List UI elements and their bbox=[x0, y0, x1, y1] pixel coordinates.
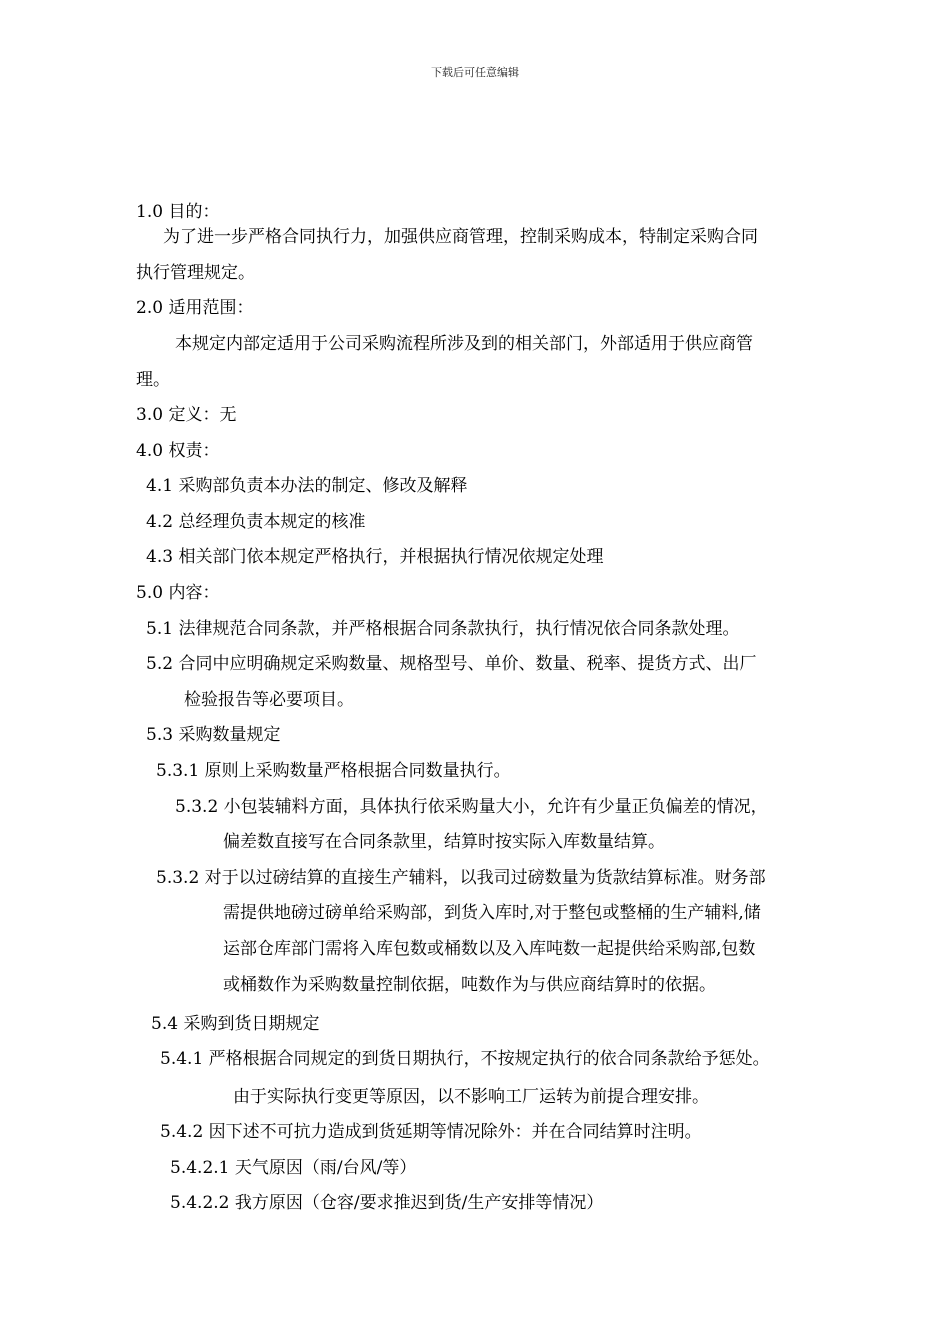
section-4-heading: 4.0 权责： bbox=[136, 441, 220, 461]
page-header-note: 下载后可任意编辑 bbox=[431, 66, 519, 79]
clause-4-3: 4.3 相关部门依本规定严格执行，并根据执行情况依规定处理 bbox=[146, 547, 604, 567]
section-1-body-line-2: 执行管理规定。 bbox=[136, 263, 255, 283]
clause-5-1: 5.1 法律规范合同条款，并严格根据合同条款执行，执行情况依合同条款处理。 bbox=[146, 619, 740, 639]
clause-5-4-1-line-1: 5.4.1 严格根据合同规定的到货日期执行，不按规定执行的依合同条款给予惩处。 bbox=[160, 1049, 770, 1069]
clause-5-3-2b-line-3: 运部仓库部门需将入库包数或桶数以及入库吨数一起提供给采购部,包数 bbox=[223, 939, 756, 959]
clause-5-2-line-1: 5.2 合同中应明确规定采购数量、规格型号、单价、数量、税率、提货方式、出厂 bbox=[146, 654, 757, 674]
section-3-heading: 3.0 定义：无 bbox=[136, 405, 237, 425]
clause-4-1: 4.1 采购部负责本办法的制定、修改及解释 bbox=[146, 476, 468, 496]
clause-5-4-2-1: 5.4.2.1 天气原因（雨/台风/等） bbox=[170, 1158, 417, 1178]
clause-5-2-line-2: 检验报告等必要项目。 bbox=[184, 690, 354, 710]
section-1-heading: 1.0 目的： bbox=[136, 202, 220, 222]
clause-5-4-heading: 5.4 采购到货日期规定 bbox=[151, 1014, 320, 1034]
clause-5-4-2-2: 5.4.2.2 我方原因（仓容/要求推迟到货/生产安排等情况） bbox=[170, 1193, 604, 1213]
clause-5-4-1-line-2: 由于实际执行变更等原因，以不影响工厂运转为前提合理安排。 bbox=[233, 1087, 709, 1107]
clause-5-3-2b-line-4: 或桶数作为采购数量控制依据，吨数作为与供应商结算时的依据。 bbox=[223, 975, 716, 995]
clause-5-3-1: 5.3.1 原则上采购数量严格根据合同数量执行。 bbox=[156, 761, 511, 781]
clause-4-2: 4.2 总经理负责本规定的核准 bbox=[146, 512, 366, 532]
clause-5-4-2: 5.4.2 因下述不可抗力造成到货延期等情况除外：并在合同结算时注明。 bbox=[160, 1122, 702, 1142]
section-5-heading: 5.0 内容： bbox=[136, 583, 220, 603]
section-2-heading: 2.0 适用范围： bbox=[136, 298, 254, 318]
clause-5-3-2a-line-2: 偏差数直接写在合同条款里，结算时按实际入库数量结算。 bbox=[223, 832, 665, 852]
section-2-body-line-1: 本规定内部定适用于公司采购流程所涉及到的相关部门，外部适用于供应商管 bbox=[175, 334, 753, 354]
clause-5-3-heading: 5.3 采购数量规定 bbox=[146, 725, 281, 745]
clause-5-3-2a-line-1: 5.3.2 小包装辅料方面，具体执行依采购量大小，允许有少量正负偏差的情况， bbox=[175, 797, 768, 817]
clause-5-3-2b-line-2: 需提供地磅过磅单给采购部，到货入库时,对于整包或整桶的生产辅料,储 bbox=[223, 903, 761, 923]
clause-5-3-2b-line-1: 5.3.2 对于以过磅结算的直接生产辅料，以我司过磅数量为货款结算标准。财务部 bbox=[156, 868, 766, 888]
section-1-body-line-1: 为了进一步严格合同执行力，加强供应商管理，控制采购成本，特制定采购合同 bbox=[163, 227, 758, 247]
section-2-body-line-2: 理。 bbox=[136, 370, 170, 390]
